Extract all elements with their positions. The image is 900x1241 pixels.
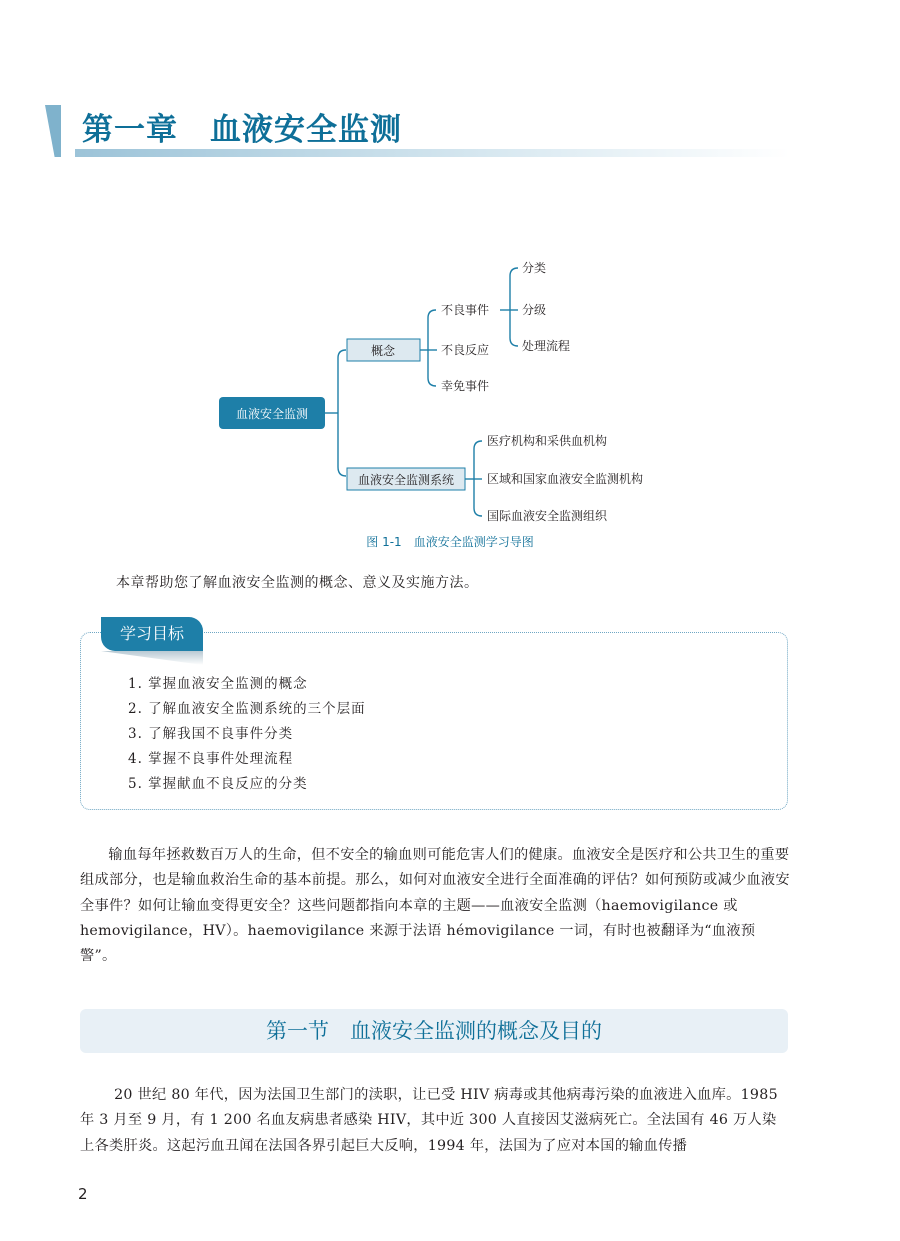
connector-adverse-items xyxy=(510,268,518,346)
objective-item: 4. 掌握不良事件处理流程 xyxy=(128,751,294,767)
objectives-list xyxy=(128,672,366,797)
classification-label: 分类 xyxy=(522,261,547,275)
objective-item: 5. 掌握献血不良反应的分类 xyxy=(128,776,308,792)
connector-concept-items xyxy=(428,310,436,386)
intro-text: 本章帮助您了解血液安全监测的概念、意义及实施方法。 xyxy=(116,575,479,591)
chapter-underline xyxy=(75,149,790,157)
objective-item: 1. 掌握血液安全监测的概念 xyxy=(128,676,308,692)
objectives-label: 学习目标 xyxy=(119,624,184,643)
section-title: 第一节 血液安全监测的概念及目的 xyxy=(266,1019,602,1043)
concept-node-label: 概念 xyxy=(370,344,396,358)
objective-item: 2. 了解血液安全监测系统的三个层面 xyxy=(128,701,366,717)
objective-item: 3. 了解我国不良事件分类 xyxy=(128,726,294,742)
medical-institution-label: 医疗机构和采供血机构 xyxy=(487,434,608,448)
body-paragraph-2: 20 世纪 80 年代，因为法国卫生部门的渎职，让已受 HIV 病毒或其他病毒污染的血液进入血库。1985 年 3 月至 9 月，有 1 200 名血友病患者感染 HIV，其中近 300 人直接因艾滋病死亡。全法国有 46 万人染上各类肝炎。这起污血丑闻在法国各界引起巨大反响，1994 年，法国为了应对本国的输血传播 xyxy=(80,1087,778,1154)
near-miss-label: 幸免事件 xyxy=(441,379,490,393)
system-node-label: 血液安全监测系统 xyxy=(357,473,455,487)
chapter-title: 第一章 血液安全监测 xyxy=(82,112,402,148)
adverse-reaction-label: 不良反应 xyxy=(441,343,490,357)
international-org-label: 国际血液安全监测组织 xyxy=(487,509,608,523)
page-number: 2 xyxy=(78,1185,88,1203)
mind-map-diagram xyxy=(0,250,900,530)
body-paragraph-1: 输血每年拯救数百万人的生命，但不安全的输血则可能危害人们的健康。血液安全是医疗和公共卫生的重要组成部分，也是输血救治生命的基本前提。那么，如何对血液安全进行全面准确的评估？如何预防或减少血液安全事件？如何让输血变得更安全？这些问题都指向本章的主题——血液安全监测（haemovigilance 或 hemovigilance，HV）。haemovigilance 来源于法语 hémovigilance 一词，有时也被翻译为“血液预警”。 xyxy=(80,847,790,965)
grading-label: 分级 xyxy=(522,303,547,317)
figure-caption: 图 1-1 血液安全监测学习导图 xyxy=(366,535,534,549)
regional-national-label: 区域和国家血液安全监测机构 xyxy=(487,472,644,486)
adverse-event-label: 不良事件 xyxy=(441,303,490,317)
connector-root-branches xyxy=(338,350,346,476)
root-node-label: 血液安全监测 xyxy=(235,407,309,421)
process-label: 处理流程 xyxy=(522,339,571,353)
chapter-tab-decoration xyxy=(45,105,61,157)
